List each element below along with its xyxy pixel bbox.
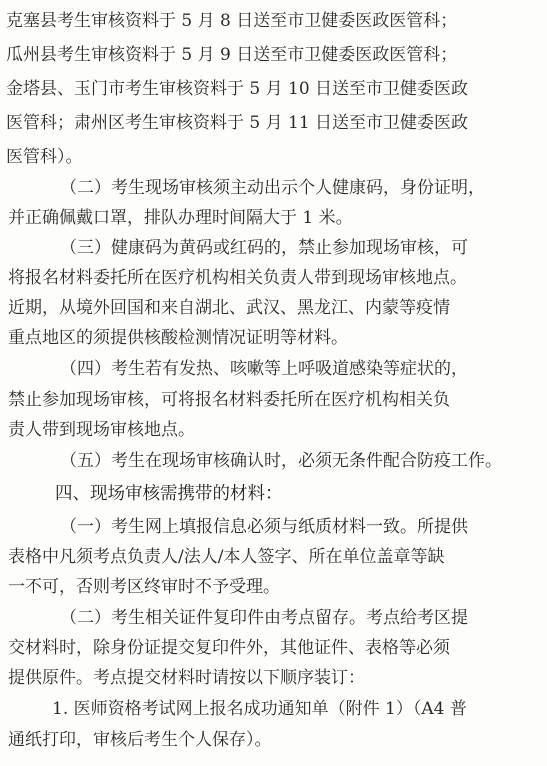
text-line: （二）考生相关证件复印件由考点留存。考点给考区提 [60, 608, 468, 628]
text-line: （一）考生网上填报信息必须与纸质材料一致。所提供 [60, 517, 468, 537]
text-line: 禁止参加现场审核，可将报名材料委托所在医疗机构相关负 [8, 390, 450, 410]
text-line: 克塞县考生审核资料于 5 月 8 日送至市卫健委医政医管科； [6, 11, 458, 31]
text-line: 责人带到现场审核地点。 [8, 420, 195, 440]
text-line: 近期，从境外回国和来自湖北、武汉、黑龙江、内蒙等疫情 [8, 298, 450, 318]
text-line: 金塔县、玉门市考生审核资料于 5 月 10 日送至市卫健委医政 [6, 79, 469, 99]
text-line: 并正确佩戴口罩，排队办理时间隔大于 1 米。 [8, 208, 353, 228]
text-line: 瓜州县考生审核资料于 5 月 9 日送至市卫健委医政医管科； [6, 45, 458, 65]
text-line: （四）考生若有发热、咳嗽等上呼吸道感染等症状的， [60, 359, 468, 379]
text-line: （二）考生现场审核须主动出示个人健康码，身份证明， [60, 178, 485, 198]
text-line: 交材料时，除身份证提交复印件外，其他证件、表格等必须 [8, 638, 450, 658]
text-line: （三）健康码为黄码或红码的，禁止参加现场审核，可 [60, 238, 468, 258]
text-line: 重点地区的须提供核酸检测情况证明等材料。 [8, 328, 348, 348]
text-line: 一不可，否则考区终审时不予受理。 [8, 577, 280, 597]
text-line: 医管科）。 [6, 147, 83, 167]
text-line: 将报名材料委托所在医疗机构相关负责人带到现场审核地点。 [8, 268, 467, 288]
text-line: 提供原件。考点提交材料时请按以下顺序装订： [8, 668, 365, 688]
text-line: 医管科；肃州区考生审核资料于 5 月 11 日送至市卫健委医政 [6, 113, 469, 133]
text-line: 1. 医师资格考试网上报名成功通知单（附件 1）（A4 普 [52, 699, 467, 719]
section-heading: 四、现场审核需携带的材料： [55, 484, 283, 504]
text-line: 通纸打印，审核后考生个人保存）。 [8, 730, 272, 750]
text-line: （五）考生在现场审核确认时，必须无条件配合防疫工作。 [60, 451, 502, 471]
text-line: 表格中凡须考点负责人/法人/本人签字、所在单位盖章等缺 [8, 547, 445, 567]
